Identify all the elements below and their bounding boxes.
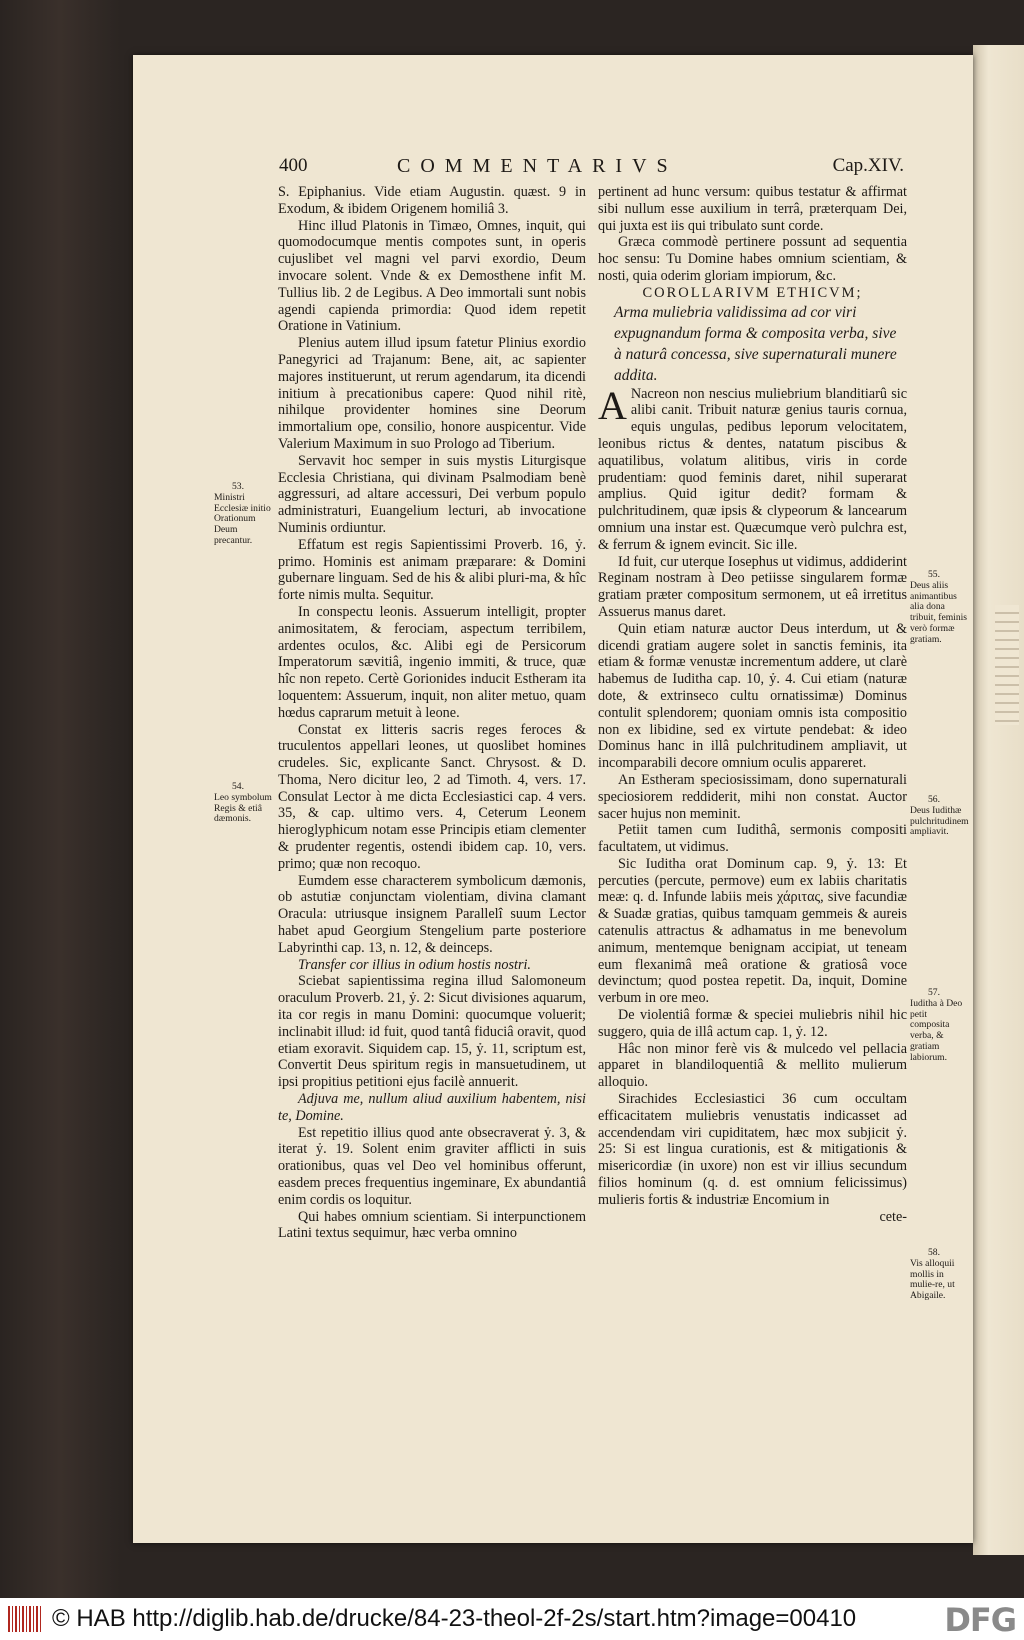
catchword: cete- bbox=[879, 1208, 907, 1225]
paragraph: Hâc non minor ferè vis & mulcedo vel pellacia apparet in blandiloquentiâ & mellito mulierum alloquio. bbox=[598, 1040, 907, 1091]
lemma: Transfer cor illius in odium hostis nostri. bbox=[298, 956, 531, 973]
folio-number: 400 bbox=[279, 155, 308, 176]
corollary-heading: COROLLARIVM ETHICVM; bbox=[642, 284, 863, 301]
paragraph: De violentiâ formæ & speciei muliebris nihil hic suggero, quia de illâ actum cap. 1, ỷ. 12. bbox=[598, 1007, 907, 1040]
paragraph: Servavit hoc semper in suis mystis Liturgisque Ecclesia Christiana, qui divinam Psalmodiam benè aggressuri, ad altare accessuri, Dei verbum populo administraturi, Euangelium lecturi, ab invocatione Numinis ordiuntur. bbox=[278, 452, 586, 536]
paragraph: pertinent ad hunc versum: quibus testatur & affirmat sibi nullum esse auxilium in terrâ, præterquam Dei, qui juxta est iis qui tribulato sunt corde. bbox=[598, 184, 907, 234]
paragraph: S. Epiphanius. Vide etiam Augustin. quæst. 9 in Exodum, & ibidem Origenem homiliâ 3. bbox=[278, 184, 586, 217]
viewer-footer bbox=[0, 1598, 1024, 1640]
margin-note: 57. Iuditha à Deo petit composita verba, & gratiam labiorum. bbox=[910, 987, 963, 1063]
chapter-label: Cap.XIV. bbox=[832, 155, 904, 176]
running-head bbox=[279, 155, 904, 179]
paragraph: Petiit tamen cum Iudithâ, sermonis compositi facultatem, ut vidimus. bbox=[598, 822, 907, 856]
paragraph: Sirachides Ecclesiastici 36 cum occultam efficacitatem muliebris venustatis indicasset ad accendendam viri cupiditatem, hæc mox subjicit ỷ. 25: Si est lingua curationis, est & mitigationis & misericordiæ (in uxore) non est vir illius secundum filios hominum (q. d. est omnium felicissimus) mulieris fortis & industriæ Encomium in bbox=[598, 1091, 907, 1208]
paragraph: Eumdem esse characterem symbolicum dæmonis, ob astutiæ conjunctam violentiam, divina clamant Oracula: utriusque insignem Parallelî suum Lector habet apud Georgium Stengelium parte posteriore Labyrinthi cap. 13, n. 12, & deinceps. bbox=[278, 872, 586, 956]
barcode-icon bbox=[8, 1606, 42, 1632]
paragraph: Hinc illud Platonis in Timæo, Omnes, inquit, qui quomodocumque mentis compotes sunt, in operis cujuslibet vel magni vel parvi exordio, Deum invocare solent. Vnde & ex Demosthene infit M. Tullius lib. 2 de Legibus. A Deo immortali sunt nobis agendi capienda primordia: Quod idem repetit Oratione in Vatinium. bbox=[278, 217, 586, 335]
paragraph: Constat ex litteris sacris reges feroces & truculentos appellari leones, ut quoslibet homines crudeles. Sic, explicante Sanct. Chrysost. & D. Thoma, Nero dicitur leo, 2 ad Timoth. 4, vers. 17. Consulat Lector à me dicta Ecclesiastici cap. 4 vers. 35, & cap. ultimo vers. 4, Ceterum Leonem hieroglyphicum notam esse Principis etiam clementer & prudenter regentis, ostendi ibidem cap. 10, vers. primo; quæ non recoquo. bbox=[278, 721, 586, 872]
paragraph-text: Nacreon non nescius muliebrium blanditiarû sic alibi canit. Tribuit naturæ genius tauris cornua, equis ungulas, pedibus leporum velocitatem, leonibus rictus & dentes, natatum piscibus & aquatilibus, volatum alitibus, viris in corde prudentiam: quod feminis daret, nihil superarat amplius. Quid igitur dedit? formam & pulchritudinem, quæ ipsis & clypeorum & lancearum omnium una instar est. Quæcumque verò pulchra est, & ferrum & ignem evincit. Sic ille. bbox=[598, 385, 907, 553]
margin-note: 58. Vis alloquii mollis in mulie-re, ut Abigaile. bbox=[910, 1247, 955, 1302]
corollary-motto: Arma muliebria validissima ad cor viri expugnandum forma & composita verba, sive à naturâ concessa, sive supernaturali munere addita. bbox=[614, 303, 897, 384]
paragraph: Quin etiam naturæ auctor Deus interdum, ut & dicendi gratiam augere solet in sanctis feminis, ita etiam & formæ venustæ incrementum addere, ut clarè habemus de Iuditha cap. 10, ỷ. 4. Cui etiam (naturæ dote, & extrinseco cultu ornatissimæ) Dominus contulit splendorem; quoniam omnis ista compositio non ex libidine, sed ex virtute pendebat: & ideo Dominus hanc in illâ pulchritudinem ampliavit, ut incomparabili decore omnium oculis appareret. bbox=[598, 620, 907, 772]
paragraph: Est repetitio illius quod ante obsecraverat ỷ. 3, & iterat ỷ. 19. Solent enim graviter afflicti in suis orationibus, quas vel Deo vel hominibus offerunt, easdem preces frequentius ingeminare, Ex abundantiâ enim cordis os loquitur. bbox=[278, 1124, 586, 1208]
margin-note: 55. Deus aliis animantibus alia dona tribuit, feminis verò formæ gratiam. bbox=[910, 569, 968, 645]
drop-cap: A bbox=[598, 382, 627, 428]
paragraph: An Estheram speciosissimam, dono supernaturali speciosiorem reddiderit, mihi non constat. Auctor sacer hujus non meminit. bbox=[598, 771, 907, 822]
left-column bbox=[278, 184, 586, 1242]
margin-note: 54. Leo symbolum Regis & etiâ dæmonis. bbox=[214, 781, 272, 825]
bleed-through bbox=[995, 605, 1019, 725]
paragraph: Sciebat sapientissima regina illud Salomoneum oraculum Proverb. 21, ỷ. 2: Sicut divisiones aquarum, ita cor regis in manu Domini: quocumque voluerit; inclinabit illud: id fuit, quod tantâ fiduciâ oravit, quod etiam exoravit. Siquidem cap. 15, ỷ. 11, scriptum est, Convertit Deus spiritum regis in mansuetudinem, ut ipsi propitius petitioni ejus facilè annuerit. bbox=[278, 973, 586, 1091]
paragraph: Plenius autem illud ipsum fatetur Plinius exordio Panegyrici ad Trajanum: Bene, ait, ac sapienter majores instituerunt, ut rerum agendarum, ita dicendi initium à precationibus capere: Quod nihil ritè, nihilque providenter homines sine Deorum immortalium ope, consilio, honore auspicentur. Vide Valerium Maximum in suo Prologo ad Tiberium. bbox=[278, 335, 586, 452]
paragraph-with-dropcap bbox=[598, 382, 907, 554]
margin-note: 56. Deus Iudithæ pulchritudinem ampliavit. bbox=[910, 794, 969, 838]
paragraph: Qui habes omnium scientiam. Si interpunctionem Latini textus sequimur, hæc verba omnino bbox=[278, 1208, 586, 1242]
paragraph: In conspectu leonis. Assuerum intelligit, propter animositatem, & ferociam, aspectum terribilem, ardentes oculos, &c. Alibi egi de Persicorum Imperatorum sævitiâ, ingenio immiti, & truce, quæ hîc non repeto. Certè Gorionides inducit Estheram ita loquentem: Assuerum, inquit, non aliter metuo, quam hœdus caprarum metuit à leone. bbox=[278, 603, 586, 721]
right-column bbox=[598, 184, 907, 1225]
margin-note: 53. Ministri Ecclesiæ initio Orationum Deum precantur. bbox=[214, 481, 271, 546]
paragraph: Effatum est regis Sapientissimi Proverb. 16, ỷ. primo. Hominis est animam præparare: & Domini gubernare linguam. Sed de his & alibi pluri-ma, & hîc forte nimis multa. Sequitur. bbox=[278, 536, 586, 604]
running-title: COMMENTARIVS bbox=[397, 155, 678, 177]
adjacent-page-edge bbox=[973, 45, 1024, 1555]
dfg-logo: DFG bbox=[944, 1601, 1016, 1639]
paragraph: Sic Iuditha orat Dominum cap. 9, ỷ. 13: Et percuties (percute, permove) eum ex labiis charitatis meæ: q. d. Infunde labiis meis χάριτας, sive facundiæ & Suadæ gratias, quibus tamquam gemmeis & aureis catenulis attractus & adhamatus in me benevolum animum, mentemque benignam accipiat, ut teneam eum flexanimâ meâ oratione & gratiosâ voce devinctum; quod postea repetit. Da, inquit, Domine verbum in ore meo. bbox=[598, 855, 907, 1007]
paragraph: Græca commodè pertinere possunt ad sequentia hoc sensu: Tu Domine habes omnium scientiam, & nosti, quia oderim gloriam impiorum, &c. bbox=[598, 234, 907, 284]
paragraph: Id fuit, cur uterque Iosephus ut vidimus, addiderint Reginam nostram à Deo petiisse singularem formæ gratiam præter compositum sermonem, ut eâ irretitus Assuerus manus daret. bbox=[598, 553, 907, 620]
lemma: Adjuva me, nullum aliud auxilium habentem, nisi te, Domine. bbox=[278, 1091, 586, 1124]
source-url[interactable]: © HAB http://diglib.hab.de/drucke/84-23-theol-2f-2s/start.htm?image=00410 bbox=[52, 1605, 857, 1632]
